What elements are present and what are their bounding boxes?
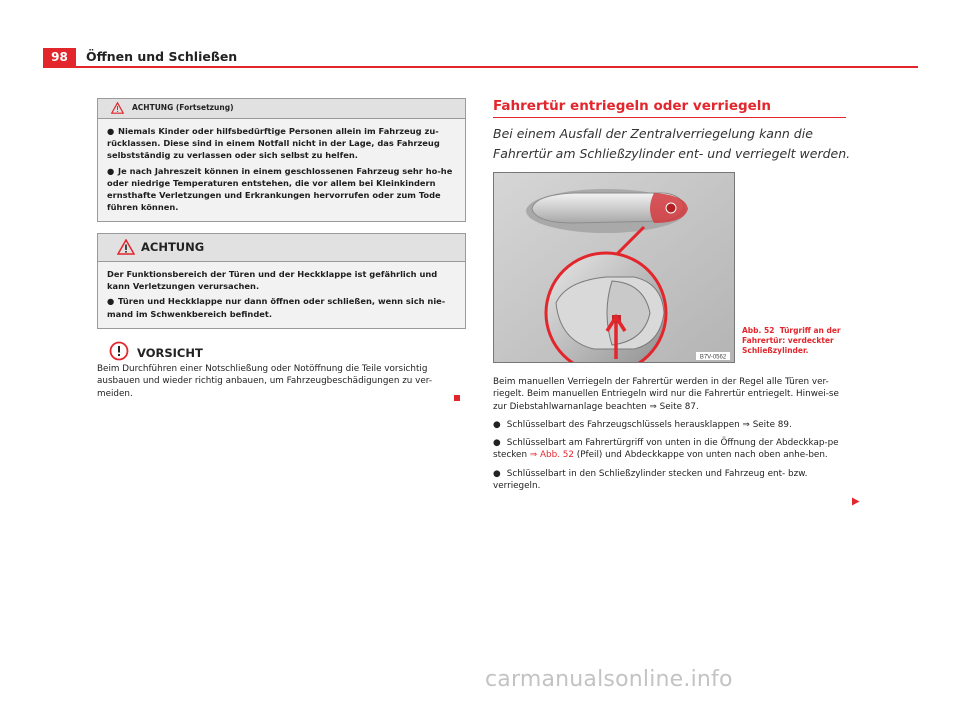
page-number: 98: [43, 48, 76, 67]
step-text-pre: Schlüsselbart am Fahrertürgriff von unten in die Öffnung der Abdeckkap-pe stecken: [493, 438, 839, 461]
warning-triangle-icon: [111, 102, 124, 114]
watermark: carmanualsonline.info: [485, 667, 733, 692]
step-item: [493, 437, 845, 462]
step-item: [493, 419, 845, 431]
figure-caption: [742, 326, 852, 356]
door-handle-illustration: [494, 173, 734, 362]
end-marker-icon: [454, 395, 460, 401]
caution-heading: VORSICHT: [137, 346, 203, 360]
warning-box: [97, 233, 466, 329]
warning-heading: ACHTUNG: [141, 240, 205, 254]
body-paragraph: Beim manuellen Verriegeln der Fahrertür werden in der Regel alle Türen ver-riegelt. Beim manuellen Entriegeln wird nur die Fahrertür entriegelt. Hinwei-se zur Diebstahlwarnanlage beachten ⇒ Seite 87.: [493, 377, 839, 412]
caution-text: Beim Durchführen einer Notschließung oder Notöffnung die Teile vorsichtig ausbauen und wieder richtig anbauen, um Fahrzeugbeschädigungen zu ver-meiden.: [97, 364, 433, 399]
step-item: [493, 468, 845, 493]
caution-block: [97, 341, 465, 400]
bullet-icon: ●: [493, 419, 501, 430]
caution-icon: [109, 341, 129, 361]
section-title: Fahrertür entriegeln oder verriegeln: [493, 98, 772, 114]
section-title-rule: [493, 117, 846, 118]
continue-arrow-icon: [851, 497, 860, 506]
step-text: Schlüsselbart in den Schließzylinder stecken und Fahrzeug ent- bzw. verriegeln.: [493, 468, 808, 492]
step-text-post: (Pfeil) und Abdeckkappe von unten nach oben anhe-ben.: [574, 450, 828, 461]
header-rule: [43, 66, 918, 68]
step-text: Schlüsselbart des Fahrzeugschlüssels herausklappen ⇒ Seite 89.: [506, 419, 792, 430]
warning-item: [107, 295, 456, 319]
warning-item-text: Niemals Kinder oder hilfsbedürftige Personen allein im Fahrzeug zu-rücklassen. Diese sind in einem Notfall nicht in der Lage, das Fahrzeug selbstständig zu verlassen oder sich selbst zu helfen.: [107, 126, 440, 161]
bullet-icon: ●: [107, 296, 115, 307]
warning-continued-header: [98, 99, 465, 119]
warning-item: [107, 165, 456, 214]
warning-continued-box: [97, 98, 466, 222]
warning-item-text: Je nach Jahreszeit können in einem geschlossenen Fahrzeug sehr ho-he oder niedrige Temperaturen entstehen, die vor allem bei Kleinkindern ernsthafte Verletzungen und Erkrankungen hervorrufen oder zum Tode führen können.: [107, 165, 453, 213]
warning-item: [107, 125, 456, 162]
section-header-title: Öffnen und Schließen: [86, 49, 238, 64]
instructions: [493, 376, 845, 498]
bullet-icon: ●: [493, 438, 501, 449]
section-intro: Bei einem Ausfall der Zentralverriegelung kann die Fahrertür am Schließzylinder ent- und verriegelt werden.: [493, 126, 851, 161]
figure-caption-text: Türgriff an der Fahrertür: verdeckter Schließzylinder.: [742, 326, 841, 355]
bullet-icon: ●: [107, 165, 115, 176]
warning-triangle-icon: [117, 239, 135, 255]
figure-code: B7V-0562: [699, 354, 727, 361]
bullet-icon: ●: [107, 126, 115, 136]
figure-caption-label: Abb. 52: [742, 326, 775, 335]
figure-door-handle: [493, 172, 735, 363]
warning-item-text: Türen und Heckklappe nur dann öffnen oder schließen, wenn sich nie-mand im Schwenkbereich befindet.: [107, 296, 446, 319]
warning-continued-heading: ACHTUNG (Fortsetzung): [132, 103, 234, 112]
bullet-icon: ●: [493, 468, 501, 479]
warning-header: [98, 234, 465, 262]
warning-text: Der Funktionsbereich der Türen und der Heckklappe ist gefährlich und kann Verletzungen verursachen.: [107, 269, 438, 292]
figure-reference-link[interactable]: ⇒ Abb. 52: [529, 450, 574, 461]
